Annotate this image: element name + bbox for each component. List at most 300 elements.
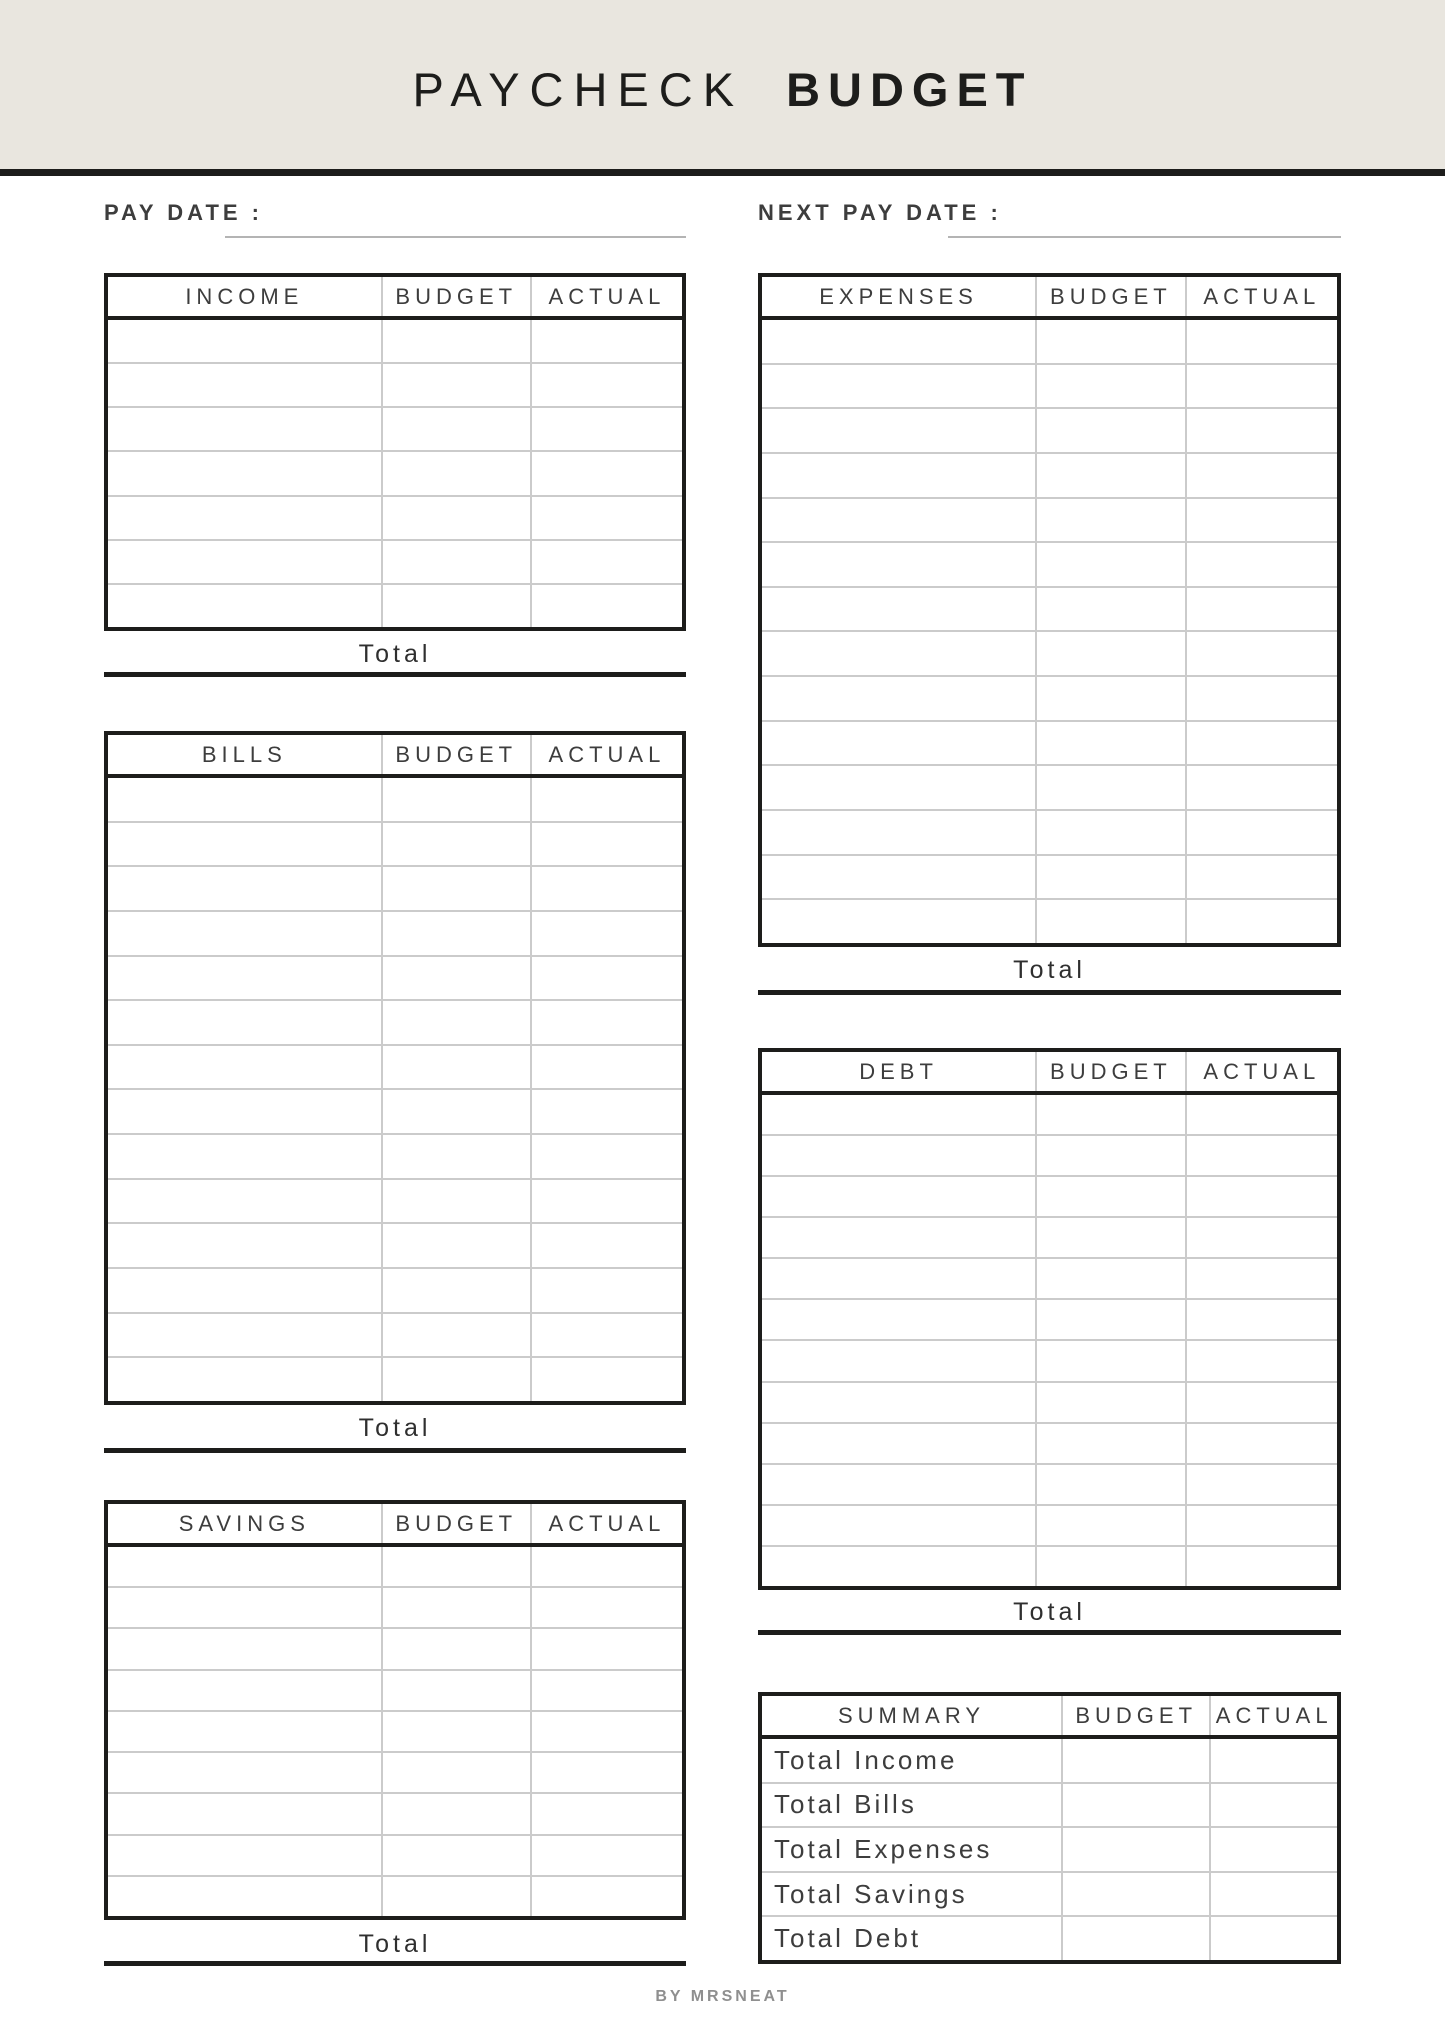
- summary-row-label: Total Expenses: [774, 1833, 993, 1864]
- budget-cell[interactable]: [1035, 1341, 1185, 1380]
- savings-table-body: [108, 1547, 682, 1916]
- expenses-table-title: EXPENSES: [819, 283, 978, 309]
- actual-cell[interactable]: [1185, 1547, 1337, 1586]
- item-cell[interactable]: [762, 856, 1035, 899]
- item-cell[interactable]: [108, 1180, 381, 1223]
- actual-cell[interactable]: [1185, 1383, 1337, 1422]
- budget-cell[interactable]: [381, 320, 530, 362]
- actual-cell[interactable]: [1185, 365, 1337, 408]
- income-table-title: INCOME: [185, 283, 304, 309]
- budget-cell[interactable]: [1035, 677, 1185, 720]
- table-row: [108, 1751, 682, 1792]
- income-table-header: [108, 277, 682, 320]
- item-cell[interactable]: [762, 1095, 1035, 1134]
- item-cell[interactable]: [108, 1836, 381, 1875]
- table-row: [762, 586, 1337, 631]
- table-row: [108, 910, 682, 955]
- item-cell[interactable]: [762, 1136, 1035, 1175]
- item-cell[interactable]: [762, 1873, 1061, 1916]
- table-row: [108, 1044, 682, 1089]
- item-cell[interactable]: [762, 1341, 1035, 1380]
- actual-cell[interactable]: [1185, 1341, 1337, 1380]
- next-pay-date-input-line[interactable]: [948, 236, 1341, 238]
- actual-cell[interactable]: [530, 1224, 682, 1267]
- table-row: [108, 1547, 682, 1586]
- actual-cell[interactable]: [1185, 1177, 1337, 1216]
- budget-cell[interactable]: [381, 585, 530, 627]
- item-cell[interactable]: [108, 1712, 381, 1751]
- header-rule: [0, 169, 1445, 176]
- budget-cell[interactable]: [381, 1314, 530, 1357]
- actual-cell[interactable]: [530, 1001, 682, 1044]
- actual-cell[interactable]: [530, 1090, 682, 1133]
- next-pay-date-label: NEXT PAY DATE :: [758, 200, 1002, 225]
- item-cell[interactable]: [762, 1383, 1035, 1422]
- item-cell[interactable]: [108, 1314, 381, 1357]
- budget-cell[interactable]: [381, 1877, 530, 1916]
- budget-cell[interactable]: [381, 408, 530, 450]
- table-row: [762, 1095, 1337, 1134]
- table-row: [762, 720, 1337, 765]
- bills-table-body: [108, 778, 682, 1401]
- actual-cell[interactable]: [530, 585, 682, 627]
- summary-table-header: [762, 1696, 1337, 1739]
- budget-cell[interactable]: [1035, 1506, 1185, 1545]
- budget-cell[interactable]: [381, 1629, 530, 1668]
- actual-cell[interactable]: [1185, 1136, 1337, 1175]
- budget-cell[interactable]: [1035, 365, 1185, 408]
- budget-cell[interactable]: [381, 497, 530, 539]
- actual-cell[interactable]: [1185, 454, 1337, 497]
- actual-column-header: ACTUAL: [548, 741, 666, 767]
- table-row: [108, 865, 682, 910]
- author-credit: BY MRSNEAT: [655, 1988, 790, 2005]
- item-cell[interactable]: [762, 766, 1035, 809]
- budget-cell[interactable]: [1035, 499, 1185, 542]
- item-cell[interactable]: [108, 585, 381, 627]
- table-row: [762, 1381, 1337, 1422]
- table-row: [108, 1178, 682, 1223]
- budget-cell[interactable]: [1035, 320, 1185, 363]
- table-row: [108, 1669, 682, 1710]
- budget-cell[interactable]: [381, 1712, 530, 1751]
- income-total-label: Total: [358, 640, 432, 668]
- budget-cell[interactable]: [1035, 856, 1185, 899]
- debt-table-body: [762, 1095, 1337, 1586]
- table-row: [108, 495, 682, 539]
- actual-cell[interactable]: [1185, 499, 1337, 542]
- table-row: [762, 630, 1337, 675]
- actual-cell[interactable]: [1209, 1917, 1337, 1960]
- savings-table: [104, 1500, 686, 1920]
- actual-cell[interactable]: [1185, 320, 1337, 363]
- item-cell[interactable]: [108, 1547, 381, 1586]
- table-row: [108, 999, 682, 1044]
- summary-table: [758, 1692, 1341, 1964]
- actual-cell[interactable]: [1185, 1506, 1337, 1545]
- table-row: [762, 452, 1337, 497]
- budget-cell[interactable]: [1035, 1136, 1185, 1175]
- actual-cell[interactable]: [1209, 1873, 1337, 1916]
- item-cell[interactable]: [108, 364, 381, 406]
- table-row: [108, 1133, 682, 1178]
- budget-cell[interactable]: [381, 452, 530, 494]
- bills-table: [104, 731, 686, 1405]
- actual-cell[interactable]: [530, 541, 682, 583]
- budget-cell[interactable]: [381, 778, 530, 821]
- budget-cell[interactable]: [1061, 1784, 1209, 1827]
- actual-cell[interactable]: [1185, 1095, 1337, 1134]
- pay-date-input-line[interactable]: [225, 236, 686, 238]
- table-row: [762, 1915, 1337, 1960]
- budget-cell[interactable]: [381, 1547, 530, 1586]
- item-cell[interactable]: [762, 1506, 1035, 1545]
- budget-cell[interactable]: [1035, 1383, 1185, 1422]
- actual-cell[interactable]: [530, 1671, 682, 1710]
- budget-cell[interactable]: [381, 1090, 530, 1133]
- item-cell[interactable]: [108, 823, 381, 866]
- actual-cell[interactable]: [530, 1135, 682, 1178]
- table-row: [108, 1222, 682, 1267]
- budget-cell[interactable]: [381, 1836, 530, 1875]
- actual-cell[interactable]: [1185, 1465, 1337, 1504]
- actual-cell[interactable]: [530, 1588, 682, 1627]
- item-cell[interactable]: [762, 320, 1035, 363]
- debt-table-header: [762, 1052, 1337, 1095]
- actual-cell[interactable]: [1185, 900, 1337, 943]
- item-cell[interactable]: [762, 1739, 1061, 1782]
- budget-cell[interactable]: [1035, 722, 1185, 765]
- item-cell[interactable]: [108, 957, 381, 1000]
- table-row: [762, 1826, 1337, 1871]
- actual-cell[interactable]: [1209, 1784, 1337, 1827]
- budget-cell[interactable]: [381, 1753, 530, 1792]
- item-cell[interactable]: [762, 409, 1035, 452]
- actual-cell[interactable]: [530, 320, 682, 362]
- table-row: [108, 1586, 682, 1627]
- actual-column-header: ACTUAL: [1203, 283, 1321, 309]
- item-cell[interactable]: [762, 722, 1035, 765]
- actual-cell[interactable]: [1185, 543, 1337, 586]
- actual-cell[interactable]: [530, 1314, 682, 1357]
- item-cell[interactable]: [108, 1269, 381, 1312]
- budget-column-header: BUDGET: [395, 741, 518, 767]
- income-total-field[interactable]: [104, 672, 686, 677]
- table-row: [762, 1504, 1337, 1545]
- budget-cell[interactable]: [1035, 1424, 1185, 1463]
- table-row: [108, 1312, 682, 1357]
- item-cell[interactable]: [108, 912, 381, 955]
- table-row: [108, 583, 682, 627]
- actual-cell[interactable]: [530, 1877, 682, 1916]
- actual-column-header: ACTUAL: [1203, 1058, 1321, 1084]
- budget-cell[interactable]: [381, 957, 530, 1000]
- actual-cell[interactable]: [530, 1046, 682, 1089]
- actual-cell[interactable]: [530, 364, 682, 406]
- item-cell[interactable]: [762, 1300, 1035, 1339]
- table-row: [762, 541, 1337, 586]
- table-row: [762, 1545, 1337, 1586]
- item-cell[interactable]: [108, 1224, 381, 1267]
- table-row: [108, 1267, 682, 1312]
- budget-cell[interactable]: [381, 867, 530, 910]
- budget-column-header: BUDGET: [395, 1510, 518, 1536]
- budget-cell[interactable]: [381, 1180, 530, 1223]
- actual-cell[interactable]: [530, 1794, 682, 1833]
- debt-table-title: DEBT: [859, 1058, 938, 1084]
- savings-total-field[interactable]: [104, 1961, 686, 1966]
- item-cell[interactable]: [108, 1090, 381, 1133]
- budget-cell[interactable]: [1061, 1828, 1209, 1871]
- debt-table: [758, 1048, 1341, 1590]
- budget-cell[interactable]: [381, 1358, 530, 1401]
- masthead: [0, 0, 1445, 169]
- table-row: [762, 407, 1337, 452]
- item-cell[interactable]: [762, 1259, 1035, 1298]
- actual-cell[interactable]: [1185, 856, 1337, 899]
- actual-cell[interactable]: [530, 452, 682, 494]
- table-row: [108, 1356, 682, 1401]
- item-cell[interactable]: [108, 867, 381, 910]
- bills-table-header: [108, 735, 682, 778]
- item-cell[interactable]: [108, 1877, 381, 1916]
- budget-cell[interactable]: [1035, 454, 1185, 497]
- actual-cell[interactable]: [530, 867, 682, 910]
- actual-cell[interactable]: [1185, 677, 1337, 720]
- actual-cell[interactable]: [530, 408, 682, 450]
- item-cell[interactable]: [762, 1917, 1061, 1960]
- item-cell[interactable]: [108, 497, 381, 539]
- table-row: [762, 898, 1337, 943]
- income-table: [104, 273, 686, 631]
- summary-row-label: Total Bills: [774, 1789, 917, 1820]
- item-cell[interactable]: [108, 320, 381, 362]
- item-cell[interactable]: [762, 1828, 1061, 1871]
- actual-cell[interactable]: [530, 912, 682, 955]
- table-row: [108, 1875, 682, 1916]
- income-table-body: [108, 320, 682, 627]
- budget-cell[interactable]: [381, 1671, 530, 1710]
- actual-cell[interactable]: [530, 1712, 682, 1751]
- page-title-bold: BUDGET: [786, 63, 1033, 116]
- budget-cell[interactable]: [1035, 1259, 1185, 1298]
- budget-cell[interactable]: [1061, 1917, 1209, 1960]
- item-cell[interactable]: [762, 499, 1035, 542]
- actual-cell[interactable]: [530, 1629, 682, 1668]
- budget-cell[interactable]: [1035, 1218, 1185, 1257]
- budget-cell[interactable]: [381, 1001, 530, 1044]
- actual-cell[interactable]: [530, 957, 682, 1000]
- item-cell[interactable]: [108, 1671, 381, 1710]
- actual-cell[interactable]: [1185, 1300, 1337, 1339]
- budget-cell[interactable]: [1035, 632, 1185, 675]
- item-cell[interactable]: [762, 1547, 1035, 1586]
- actual-cell[interactable]: [530, 1180, 682, 1223]
- bills-table-title: BILLS: [201, 741, 287, 767]
- budget-cell[interactable]: [1035, 1095, 1185, 1134]
- table-row: [762, 1422, 1337, 1463]
- actual-cell[interactable]: [1209, 1828, 1337, 1871]
- budget-column-header: BUDGET: [1050, 283, 1172, 309]
- actual-cell[interactable]: [530, 1753, 682, 1792]
- actual-cell[interactable]: [1185, 722, 1337, 765]
- expenses-table-body: [762, 320, 1337, 943]
- table-row: [108, 320, 682, 362]
- summary-table-title: SUMMARY: [837, 1702, 986, 1728]
- table-row: [108, 955, 682, 1000]
- budget-cell[interactable]: [381, 541, 530, 583]
- item-cell[interactable]: [108, 452, 381, 494]
- table-row: [108, 778, 682, 821]
- item-cell[interactable]: [108, 1794, 381, 1833]
- expenses-table: [758, 273, 1341, 947]
- item-cell[interactable]: [762, 900, 1035, 943]
- bills-total-field[interactable]: [104, 1448, 686, 1453]
- table-row: [762, 809, 1337, 854]
- item-cell[interactable]: [108, 1753, 381, 1792]
- budget-cell[interactable]: [1035, 543, 1185, 586]
- actual-cell[interactable]: [1185, 409, 1337, 452]
- actual-cell[interactable]: [530, 497, 682, 539]
- table-row: [108, 406, 682, 450]
- item-cell[interactable]: [108, 1358, 381, 1401]
- savings-table-title: SAVINGS: [178, 1510, 310, 1536]
- item-cell[interactable]: [762, 1218, 1035, 1257]
- actual-cell[interactable]: [1185, 588, 1337, 631]
- item-cell[interactable]: [108, 1629, 381, 1668]
- table-row: [108, 450, 682, 494]
- actual-column-header: ACTUAL: [548, 1510, 666, 1536]
- item-cell[interactable]: [762, 1784, 1061, 1827]
- budget-cell[interactable]: [381, 1269, 530, 1312]
- budget-cell[interactable]: [381, 1046, 530, 1089]
- table-row: [762, 1175, 1337, 1216]
- budget-cell[interactable]: [381, 1224, 530, 1267]
- actual-cell[interactable]: [530, 1358, 682, 1401]
- budget-cell[interactable]: [1035, 1177, 1185, 1216]
- table-row: [108, 821, 682, 866]
- table-row: [108, 1627, 682, 1668]
- actual-cell[interactable]: [530, 778, 682, 821]
- actual-column-header: ACTUAL: [548, 283, 666, 309]
- table-row: [762, 1216, 1337, 1257]
- expenses-table-header: [762, 277, 1337, 320]
- actual-cell[interactable]: [1185, 766, 1337, 809]
- item-cell[interactable]: [762, 543, 1035, 586]
- budget-cell[interactable]: [1035, 588, 1185, 631]
- table-row: [762, 675, 1337, 720]
- budget-cell[interactable]: [381, 1135, 530, 1178]
- budget-cell[interactable]: [1035, 811, 1185, 854]
- budget-cell[interactable]: [1035, 1465, 1185, 1504]
- bills-total-label: Total: [358, 1414, 432, 1442]
- budget-cell[interactable]: [1035, 409, 1185, 452]
- table-row: [762, 1257, 1337, 1298]
- table-row: [762, 1298, 1337, 1339]
- item-cell[interactable]: [762, 1465, 1035, 1504]
- pay-date-label: PAY DATE :: [104, 200, 263, 225]
- actual-cell[interactable]: [530, 1836, 682, 1875]
- actual-cell[interactable]: [1209, 1739, 1337, 1782]
- item-cell[interactable]: [108, 541, 381, 583]
- table-row: [762, 1339, 1337, 1380]
- table-row: [762, 1782, 1337, 1827]
- item-cell[interactable]: [762, 677, 1035, 720]
- actual-cell[interactable]: [530, 1269, 682, 1312]
- item-cell[interactable]: [762, 454, 1035, 497]
- actual-column-header: ACTUAL: [1215, 1702, 1333, 1728]
- savings-total-label: Total: [358, 1930, 432, 1958]
- budget-cell[interactable]: [1061, 1873, 1209, 1916]
- table-row: [762, 1739, 1337, 1782]
- budget-cell[interactable]: [1035, 766, 1185, 809]
- budget-cell[interactable]: [1035, 900, 1185, 943]
- budget-cell[interactable]: [381, 823, 530, 866]
- item-cell[interactable]: [762, 365, 1035, 408]
- table-row: [108, 362, 682, 406]
- item-cell[interactable]: [108, 1588, 381, 1627]
- table-row: [762, 1871, 1337, 1916]
- table-row: [762, 764, 1337, 809]
- budget-column-header: BUDGET: [1050, 1058, 1172, 1084]
- budget-cell[interactable]: [1035, 1547, 1185, 1586]
- budget-cell[interactable]: [381, 912, 530, 955]
- item-cell[interactable]: [762, 1424, 1035, 1463]
- budget-column-header: BUDGET: [395, 283, 518, 309]
- table-row: [108, 539, 682, 583]
- summary-table-body: [762, 1739, 1337, 1960]
- summary-row-label: Total Income: [774, 1744, 958, 1775]
- actual-cell[interactable]: [1185, 1259, 1337, 1298]
- item-cell[interactable]: [762, 588, 1035, 631]
- item-cell[interactable]: [762, 1177, 1035, 1216]
- debt-total-field[interactable]: [758, 1630, 1341, 1635]
- table-row: [762, 363, 1337, 408]
- item-cell[interactable]: [762, 811, 1035, 854]
- table-row: [108, 1792, 682, 1833]
- actual-cell[interactable]: [1185, 632, 1337, 675]
- item-cell[interactable]: [108, 408, 381, 450]
- actual-cell[interactable]: [530, 823, 682, 866]
- budget-cell[interactable]: [1035, 1300, 1185, 1339]
- savings-table-header: [108, 1504, 682, 1547]
- expenses-total-field[interactable]: [758, 990, 1341, 995]
- item-cell[interactable]: [108, 1135, 381, 1178]
- item-cell[interactable]: [108, 1046, 381, 1089]
- item-cell[interactable]: [108, 778, 381, 821]
- actual-cell[interactable]: [1185, 1218, 1337, 1257]
- budget-cell[interactable]: [381, 1588, 530, 1627]
- budget-cell[interactable]: [1061, 1739, 1209, 1782]
- table-row: [108, 1834, 682, 1875]
- item-cell[interactable]: [762, 632, 1035, 675]
- actual-cell[interactable]: [1185, 1424, 1337, 1463]
- budget-cell[interactable]: [381, 364, 530, 406]
- table-row: [762, 1463, 1337, 1504]
- summary-row-label: Total Savings: [774, 1878, 968, 1909]
- budget-column-header: BUDGET: [1075, 1702, 1198, 1728]
- item-cell[interactable]: [108, 1001, 381, 1044]
- table-row: [108, 1088, 682, 1133]
- actual-cell[interactable]: [1185, 811, 1337, 854]
- debt-total-label: Total: [1013, 1598, 1086, 1626]
- actual-cell[interactable]: [530, 1547, 682, 1586]
- table-row: [762, 1134, 1337, 1175]
- table-row: [762, 497, 1337, 542]
- expenses-total-label: Total: [1013, 956, 1086, 984]
- budget-cell[interactable]: [381, 1794, 530, 1833]
- page-title-light: PAYCHECK: [412, 63, 745, 116]
